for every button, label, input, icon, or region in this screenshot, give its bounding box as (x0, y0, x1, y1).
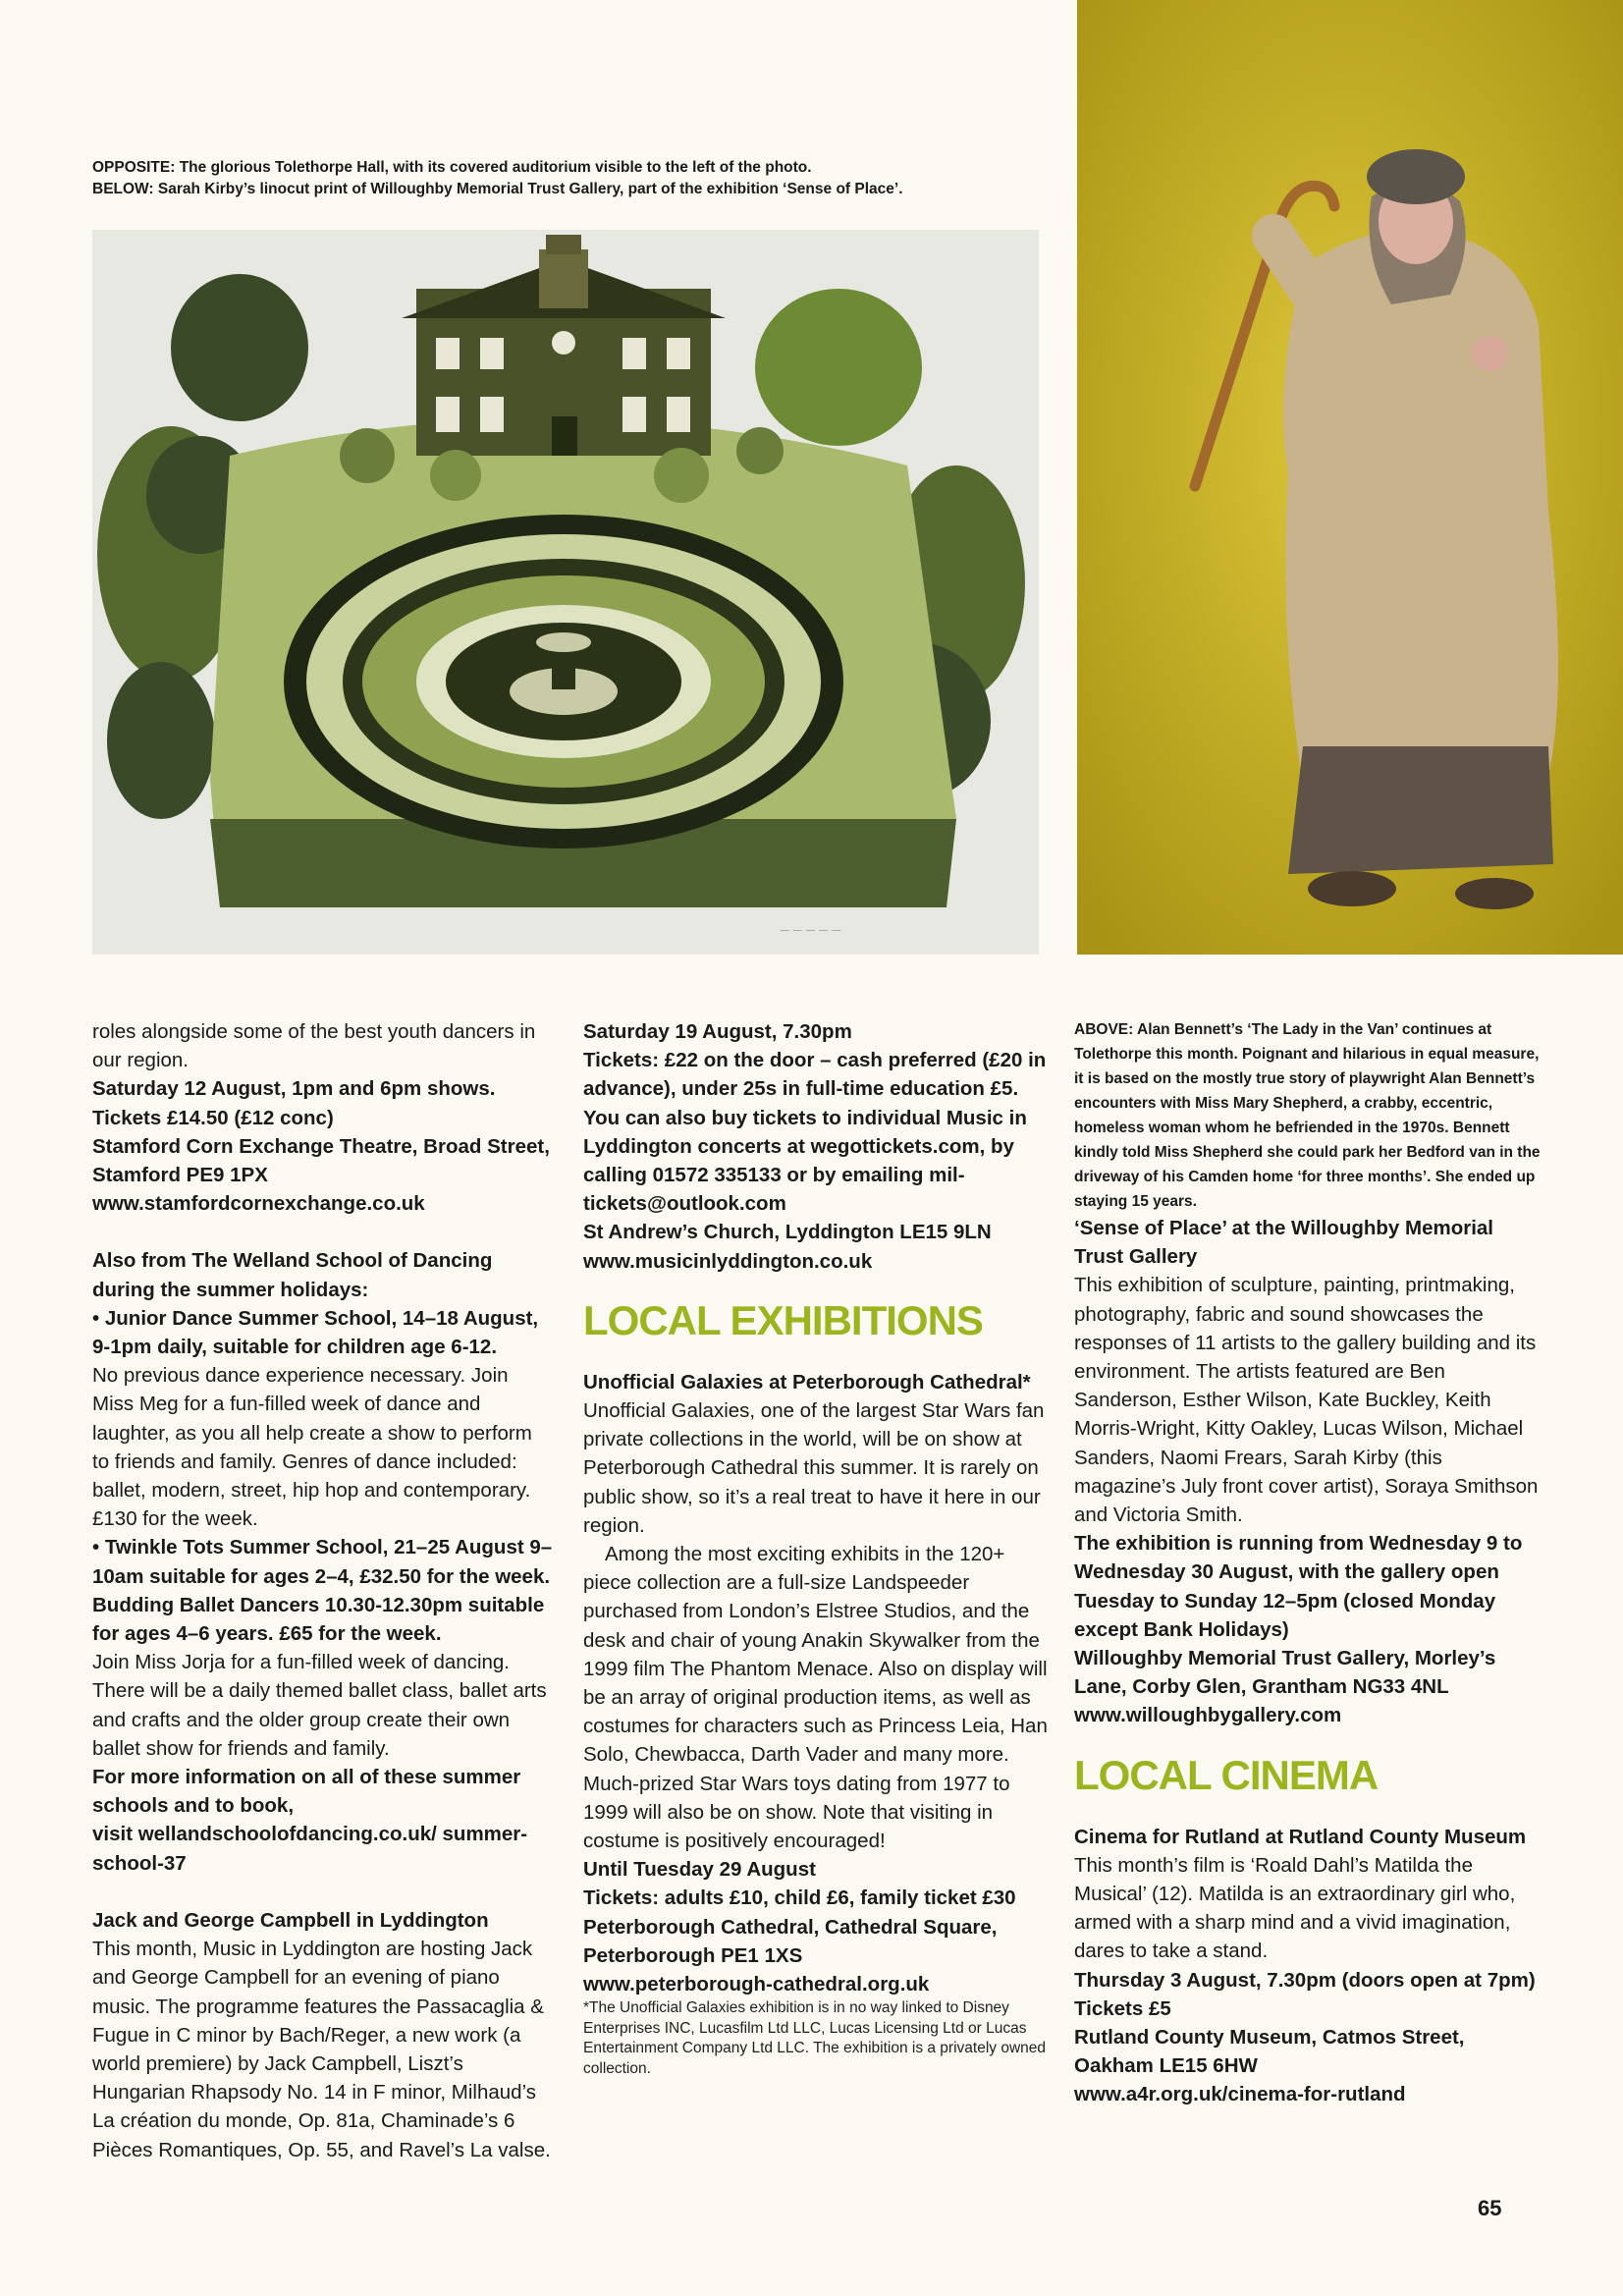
welland-summer-heading: Also from The Welland School of Dancing during the summer holidays: (92, 1249, 493, 1301)
twinkle-tots-body: Join Miss Jorja for a fun-filled week of dancing. There will be a daily themed ballet class, ballet arts and crafts and the older group create their own ballet show for friends and family. (92, 1651, 547, 1760)
dance-tickets: Tickets £14.50 (£12 conc) (92, 1106, 334, 1129)
sense-of-place-body: This exhibition of sculpture, painting, printmaking, photography, fabric and sound showcases the responses of 11 artists to the gallery building and its environment. The artists featured are Ben Sanderson, Esther Wilson, Kate Buckley, Keith Morris-Wright, Kitty Oakley, Lucas Wilson, Michael Sanders, Naomi Frears, Sarah Kirby (this magazine’s July front cover artist), Soraya Smithson and Victoria Smith. (1074, 1274, 1539, 1527)
galaxies-heading: Unofficial Galaxies at Peterborough Cathedral* (583, 1370, 1031, 1394)
willoughby-venue: Willoughby Memorial Trust Gallery, Morley’s Lane, Corby Glen, Grantham NG33 4NL (1074, 1647, 1496, 1699)
junior-dance-heading: • Junior Dance Summer School, 14–18 August, 9-1pm daily, suitable for children age 6-12. (92, 1306, 539, 1359)
dance-dates: Saturday 12 August, 1pm and 6pm shows. (92, 1077, 496, 1101)
cinema-tickets: Tickets £5 (1074, 1996, 1171, 2020)
local-exhibitions-heading: LOCAL EXHIBITIONS (583, 1296, 983, 1343)
lyddington-tickets: Tickets: £22 on the door – cash preferred (£20 in advance), under 25s in full-time education £5. You can also buy tickets to individual Music in Lyddington concerts at wegottickets.com, by calling 01572 335133 or by emailing mil-tickets@outlook.com (583, 1049, 1047, 1216)
dance-website: www.stamfordcornexchange.co.uk (92, 1192, 425, 1216)
galaxies-footnote: *The Unofficial Galaxies exhibition is in no way linked to Disney Enterprises INC, Lucasfilm Ltd LLC, Lucas Licensing Ltd or Lucas Entertainment Company Ltd LLC. The exhibition is a privately owned collection. (583, 1999, 1047, 2077)
galaxies-until: Until Tuesday 29 August (583, 1858, 816, 1882)
caption-opposite: OPPOSITE: The glorious Tolethorpe Hall, with its covered auditorium visible to the left of the photo. (92, 159, 812, 176)
cinema-website: www.a4r.org.uk/cinema-for-rutland (1074, 2083, 1406, 2106)
sense-of-place-heading: ‘Sense of Place’ at the Willoughby Memorial Trust Gallery (1074, 1217, 1493, 1269)
svg-text:— — — — —: — — — — — (780, 925, 841, 936)
twinkle-tots-heading: • Twinkle Tots Summer School, 21–25 August 9–10am suitable for ages 2–4, £32.50 for the week. Budding Ballet Dancers 10.30-12.30pm suitable for ages 4–6 years. £65 for the week. (92, 1536, 553, 1646)
galaxies-paragraph-1: Unofficial Galaxies, one of the largest Star Wars fan private collections in the world, will be on show at Peterborough Cathedral this summer. It is rarely on public show, so it’s a real treat to have it here in our region. (583, 1399, 1045, 1537)
page-number: 65 (1478, 2196, 1502, 2220)
linocut-print-image (92, 230, 1039, 955)
lyddington-date: Saturday 19 August, 7.30pm (583, 1020, 852, 1043)
lyddington-venue: St Andrew’s Church, Lyddington LE15 9LN (583, 1221, 992, 1244)
caption-below: BELOW: Sarah Kirby’s linocut print of Willoughby Memorial Trust Gallery, part of the exhibition ‘Sense of Place’. (92, 181, 903, 197)
lady-in-the-van-photo (1077, 0, 1623, 955)
galaxies-website: www.peterborough-cathedral.org.uk (583, 1973, 930, 1996)
lyddington-website: www.musicinlyddington.co.uk (583, 1249, 873, 1273)
column-1 (92, 1017, 554, 2164)
more-info: For more information on all of these summer schools and to book, (92, 1766, 521, 1818)
jack-george-body: This month, Music in Lyddington are hosting Jack and George Campbell for an evening of piano music. The programme features the Passacaglia & Fugue in C minor by Bach/Reger, a new work (a world premiere) by Jack Campbell, Liszt’s Hungarian Rhapsody No. 14 in F minor, Milhaud’s La création du monde, Op. 81a, Chaminade’s 6 Pièces Romantiques, Op. 55, and Ravel’s La valse. (92, 1938, 551, 2161)
junior-dance-body: No previous dance experience necessary. Join Miss Meg for a fun-filled week of dance and laughter, as you all help create a show to perform to friends and family. Genres of dance included: ballet, modern, street, hip hop and contemporary. £130 for the week. (92, 1364, 532, 1531)
image-captions (92, 157, 1035, 200)
galaxies-paragraph-2: Among the most exciting exhibits in the 120+ piece collection are a full-size Landspeeder purchased from London’s Elstree Studios, and the desk and chair of young Anakin Skywalker from the 1999 film The Phantom Menace. Also on display will be an array of original production items, as well as costumes for characters such as Princess Leia, Han Solo, Chewbacca, Darth Vader and many more. Much-prized Star Wars toys dating from 1977 to 1999 will also be on show. Note that visiting in costume is positively encouraged! (583, 1543, 1048, 1853)
jack-george-heading: Jack and George Campbell in Lyddington (92, 1908, 489, 1932)
galaxies-venue: Peterborough Cathedral, Cathedral Square, Peterborough PE1 1XS (583, 1915, 998, 1967)
dance-venue: Stamford Corn Exchange Theatre, Broad Street, Stamford PE9 1PX (92, 1134, 550, 1187)
welland-website: visit wellandschoolofdancing.co.uk/ summer-school-37 (92, 1823, 528, 1875)
column-3 (1074, 1017, 1541, 2109)
willoughby-website: www.willoughbygallery.com (1074, 1704, 1342, 1727)
cinema-heading: Cinema for Rutland at Rutland County Museum (1074, 1825, 1527, 1848)
local-cinema-heading: LOCAL CINEMA (1074, 1751, 1379, 1798)
cinema-venue: Rutland County Museum, Catmos Street, Oakham LE15 6HW (1074, 2026, 1465, 2078)
dance-intro: roles alongside some of the best youth dancers in our region. (92, 1020, 536, 1072)
cinema-body: This month’s film is ‘Roald Dahl’s Matilda the Musical’ (12). Matilda is an extraordinary girl who, armed with a sharp mind and a vivid imagination, dares to take a stand. (1074, 1853, 1516, 1963)
column-2 (583, 1017, 1053, 2079)
cinema-date: Thursday 3 August, 7.30pm (doors open at 7pm) (1074, 1968, 1536, 1992)
caption-above: ABOVE: Alan Bennett’s ‘The Lady in the Van’ continues at Tolethorpe this month. Poignant and hilarious in equal measure, it is based on the mostly true story of playwright Alan Bennett’s encounters with Miss Mary Shepherd, a crabby, eccentric, homeless woman whom he befriended in the 1970s. Bennett kindly told Miss Shepherd she could park her Bedford van in the driveway of his Camden home ‘for three months’. She ended up staying 15 years. (1074, 1021, 1541, 1210)
galaxies-tickets: Tickets: adults £10, child £6, family ticket £30 (583, 1886, 1016, 1910)
exhibition-running: The exhibition is running from Wednesday 9 to Wednesday 30 August, with the gallery open Tuesday to Sunday 12–5pm (closed Monday except Bank Holidays) (1074, 1532, 1523, 1641)
